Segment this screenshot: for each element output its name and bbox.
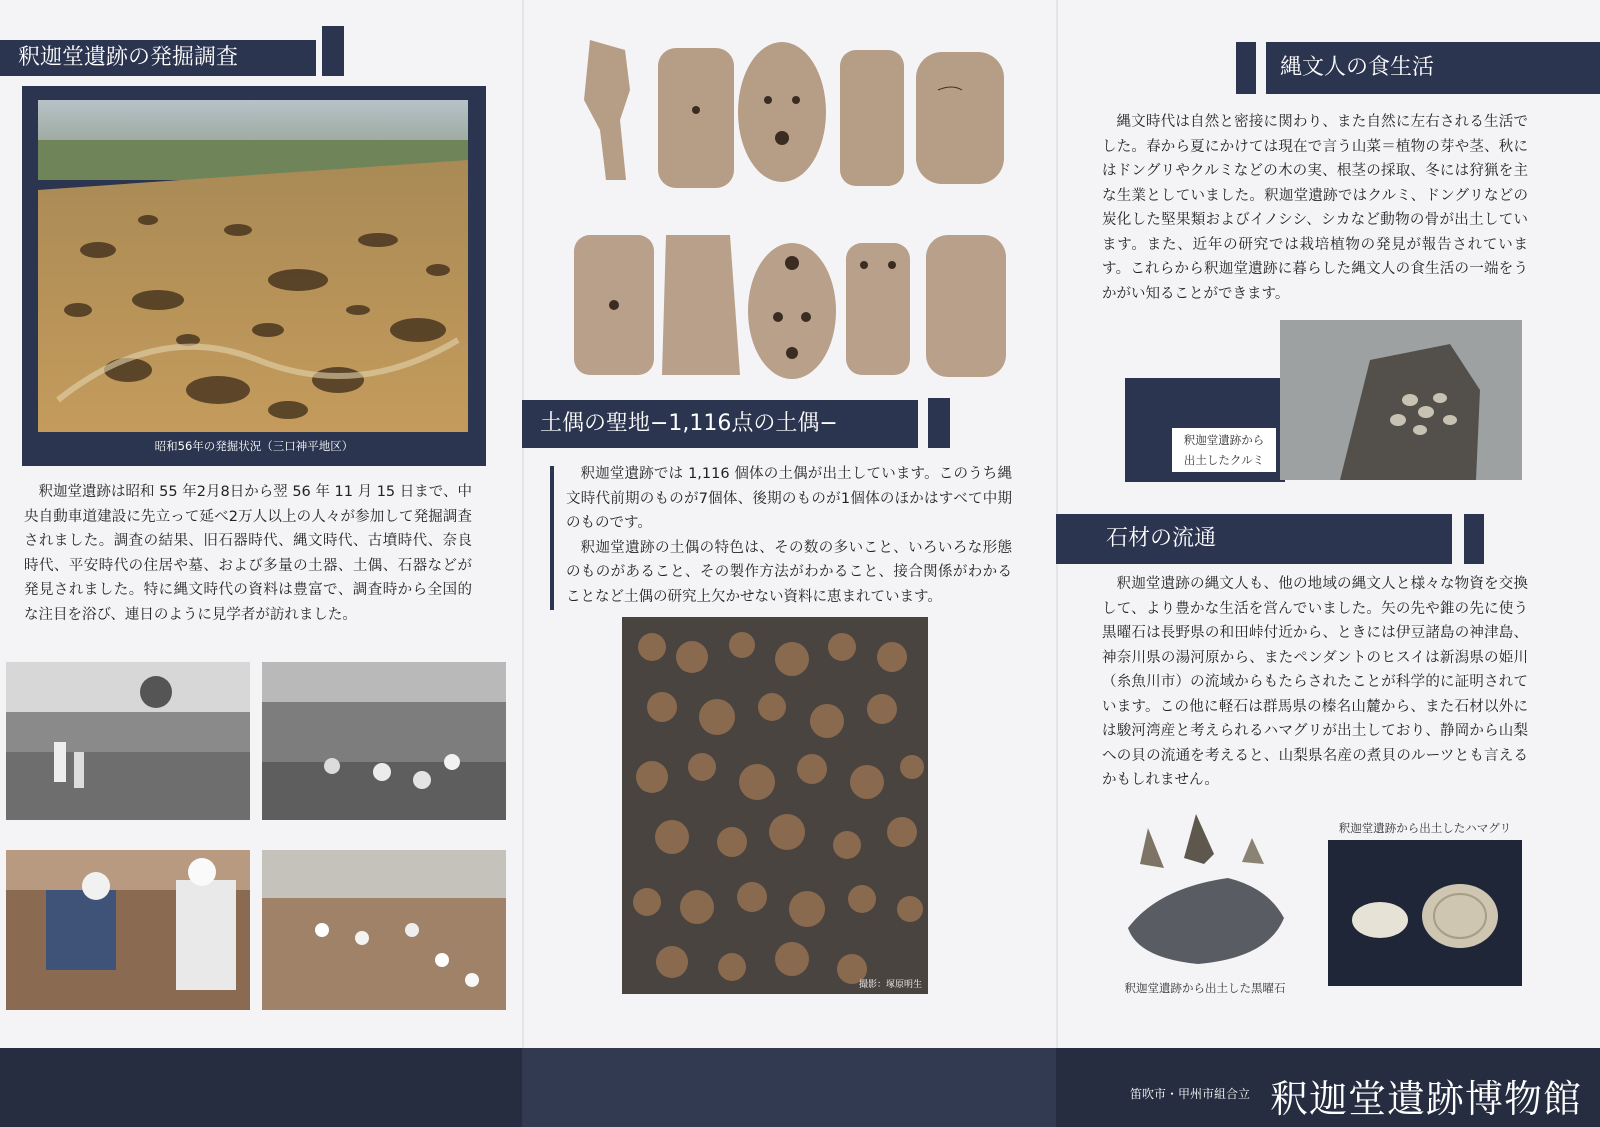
main-photo-caption: 昭和56年の発掘状況（三口神平地区）	[154, 439, 354, 453]
dogu-figurines-row-1	[570, 30, 1010, 190]
stone-heading-text: 石材の流通	[1106, 526, 1217, 551]
walnut-caption-line-1: 釈迦堂遺跡から	[1183, 433, 1265, 447]
dogu-paragraph-1: 釈迦堂遺跡では 1,116 個体の土偶が出土しています。このうち縄文時代前期のものが7個体、後期のものが1個体のほかはすべて中期のものです。	[566, 466, 1012, 531]
obsidian-caption: 釈迦堂遺跡から出土した黒曜石	[1124, 981, 1286, 995]
walnut-caption-line-2: 出土したクルミ	[1183, 453, 1265, 467]
walnut-photo	[1280, 320, 1522, 480]
dogu-paragraph-2: 釈迦堂遺跡の土偶の特色は、その数の多いこと、いろいろな形態のものがあること、その製作方法がわかること、接合関係がわかることなど土偶の研究上欠かせない資料に恵まれています。	[566, 539, 1012, 605]
food-heading-text: 縄文人の食生活	[1280, 55, 1435, 80]
excavation-photo-3	[6, 850, 250, 1010]
clam-photo	[1328, 840, 1522, 986]
dogu-collection-photo	[622, 617, 928, 994]
footer-band-middle	[522, 1048, 1056, 1127]
stone-heading	[1056, 514, 1452, 564]
dogu-heading	[522, 400, 918, 448]
food-paragraph	[1102, 110, 1528, 306]
excavation-photo-4	[262, 850, 506, 1010]
dogu-photo-credit: 撮影：塚原明生	[858, 980, 922, 990]
footer-museum-name: 釈迦堂遺跡博物館	[1269, 1077, 1582, 1121]
excavation-heading	[0, 40, 316, 76]
footer-organization: 笛吹市・甲州市組合立	[1129, 1087, 1250, 1101]
stone-paragraph	[1102, 572, 1528, 793]
main-excavation-photo-frame	[22, 86, 486, 466]
obsidian-photo	[1118, 808, 1294, 974]
stone-paragraph-text: 釈迦堂遺跡の縄文人も、他の地域の縄文人と様々な物資を交換して、より豊かな生活を営んでいました。矢の先や錐の先に使う黒曜石は長野県の和田峠付近から、ときには伊豆諸島の神津島、神奈川県の湯河原から、またペンダントのヒスイは新潟県の姫川（糸魚川市）の流域からもたらされたことが科学的に証明されています。この他に軽石は群馬県の榛名山麓から、また石材以外には駿河湾産と考えられるハマグリが出土しており、静岡から山梨への貝の流通を考えると、山梨県名産の煮貝のルーツとも言えるかもしれません。	[1102, 576, 1528, 788]
dogu-paragraphs	[566, 462, 1012, 609]
heading-accent-block	[322, 26, 344, 76]
dogu-heading-accent	[928, 398, 950, 448]
dogu-text-rule	[550, 466, 554, 610]
excavation-photo-2	[262, 662, 506, 820]
dogu-heading-text: 土偶の聖地−1,116点の土偶−	[540, 411, 838, 436]
excavation-photo-1	[6, 662, 250, 820]
walnut-caption	[1172, 428, 1276, 472]
clam-caption: 釈迦堂遺跡から出土したハマグリ	[1338, 821, 1512, 835]
stone-heading-accent	[1464, 514, 1484, 564]
excavation-paragraph-text: 釈迦堂遺跡は昭和 55 年2月8日から翌 56 年 11 月 15 日まで、中央自動車道建設に先立って延べ2万人以上の人々が参加して発掘調査されました。調査の結果、旧石器時代、縄文時代、古墳時代、奈良時代、平安時代の住居や墓、および多量の土器、土偶、石器などが発見されました。特に縄文時代の資料は豊富で、調査時から全国的な注目を浴び、連日のように見学者が訪れました。	[24, 484, 472, 623]
excavation-paragraph	[24, 480, 472, 627]
food-heading	[1266, 42, 1600, 94]
fold-line-left	[522, 0, 524, 1127]
dogu-figurines-row-2	[570, 225, 1010, 385]
main-excavation-photo	[38, 100, 468, 432]
food-heading-accent	[1236, 42, 1256, 94]
food-paragraph-text: 縄文時代は自然と密接に関わり、また自然に左右される生活でした。春から夏にかけては現在で言う山菜＝植物の芽や茎、秋にはドングリやクルミなどの木の実、根茎の採取、冬には狩猟を主な生業としていました。釈迦堂遺跡ではクルミ、ドングリなどの炭化した堅果類およびイノシシ、シカなど動物の骨が出土しています。また、近年の研究では栽培植物の発見が報告されています。これらから釈迦堂遺跡に暮らした縄文人の食生活の一端をうかがい知ることができます。	[1102, 114, 1528, 302]
excavation-heading-text: 釈迦堂遺跡の発掘調査	[18, 45, 239, 70]
